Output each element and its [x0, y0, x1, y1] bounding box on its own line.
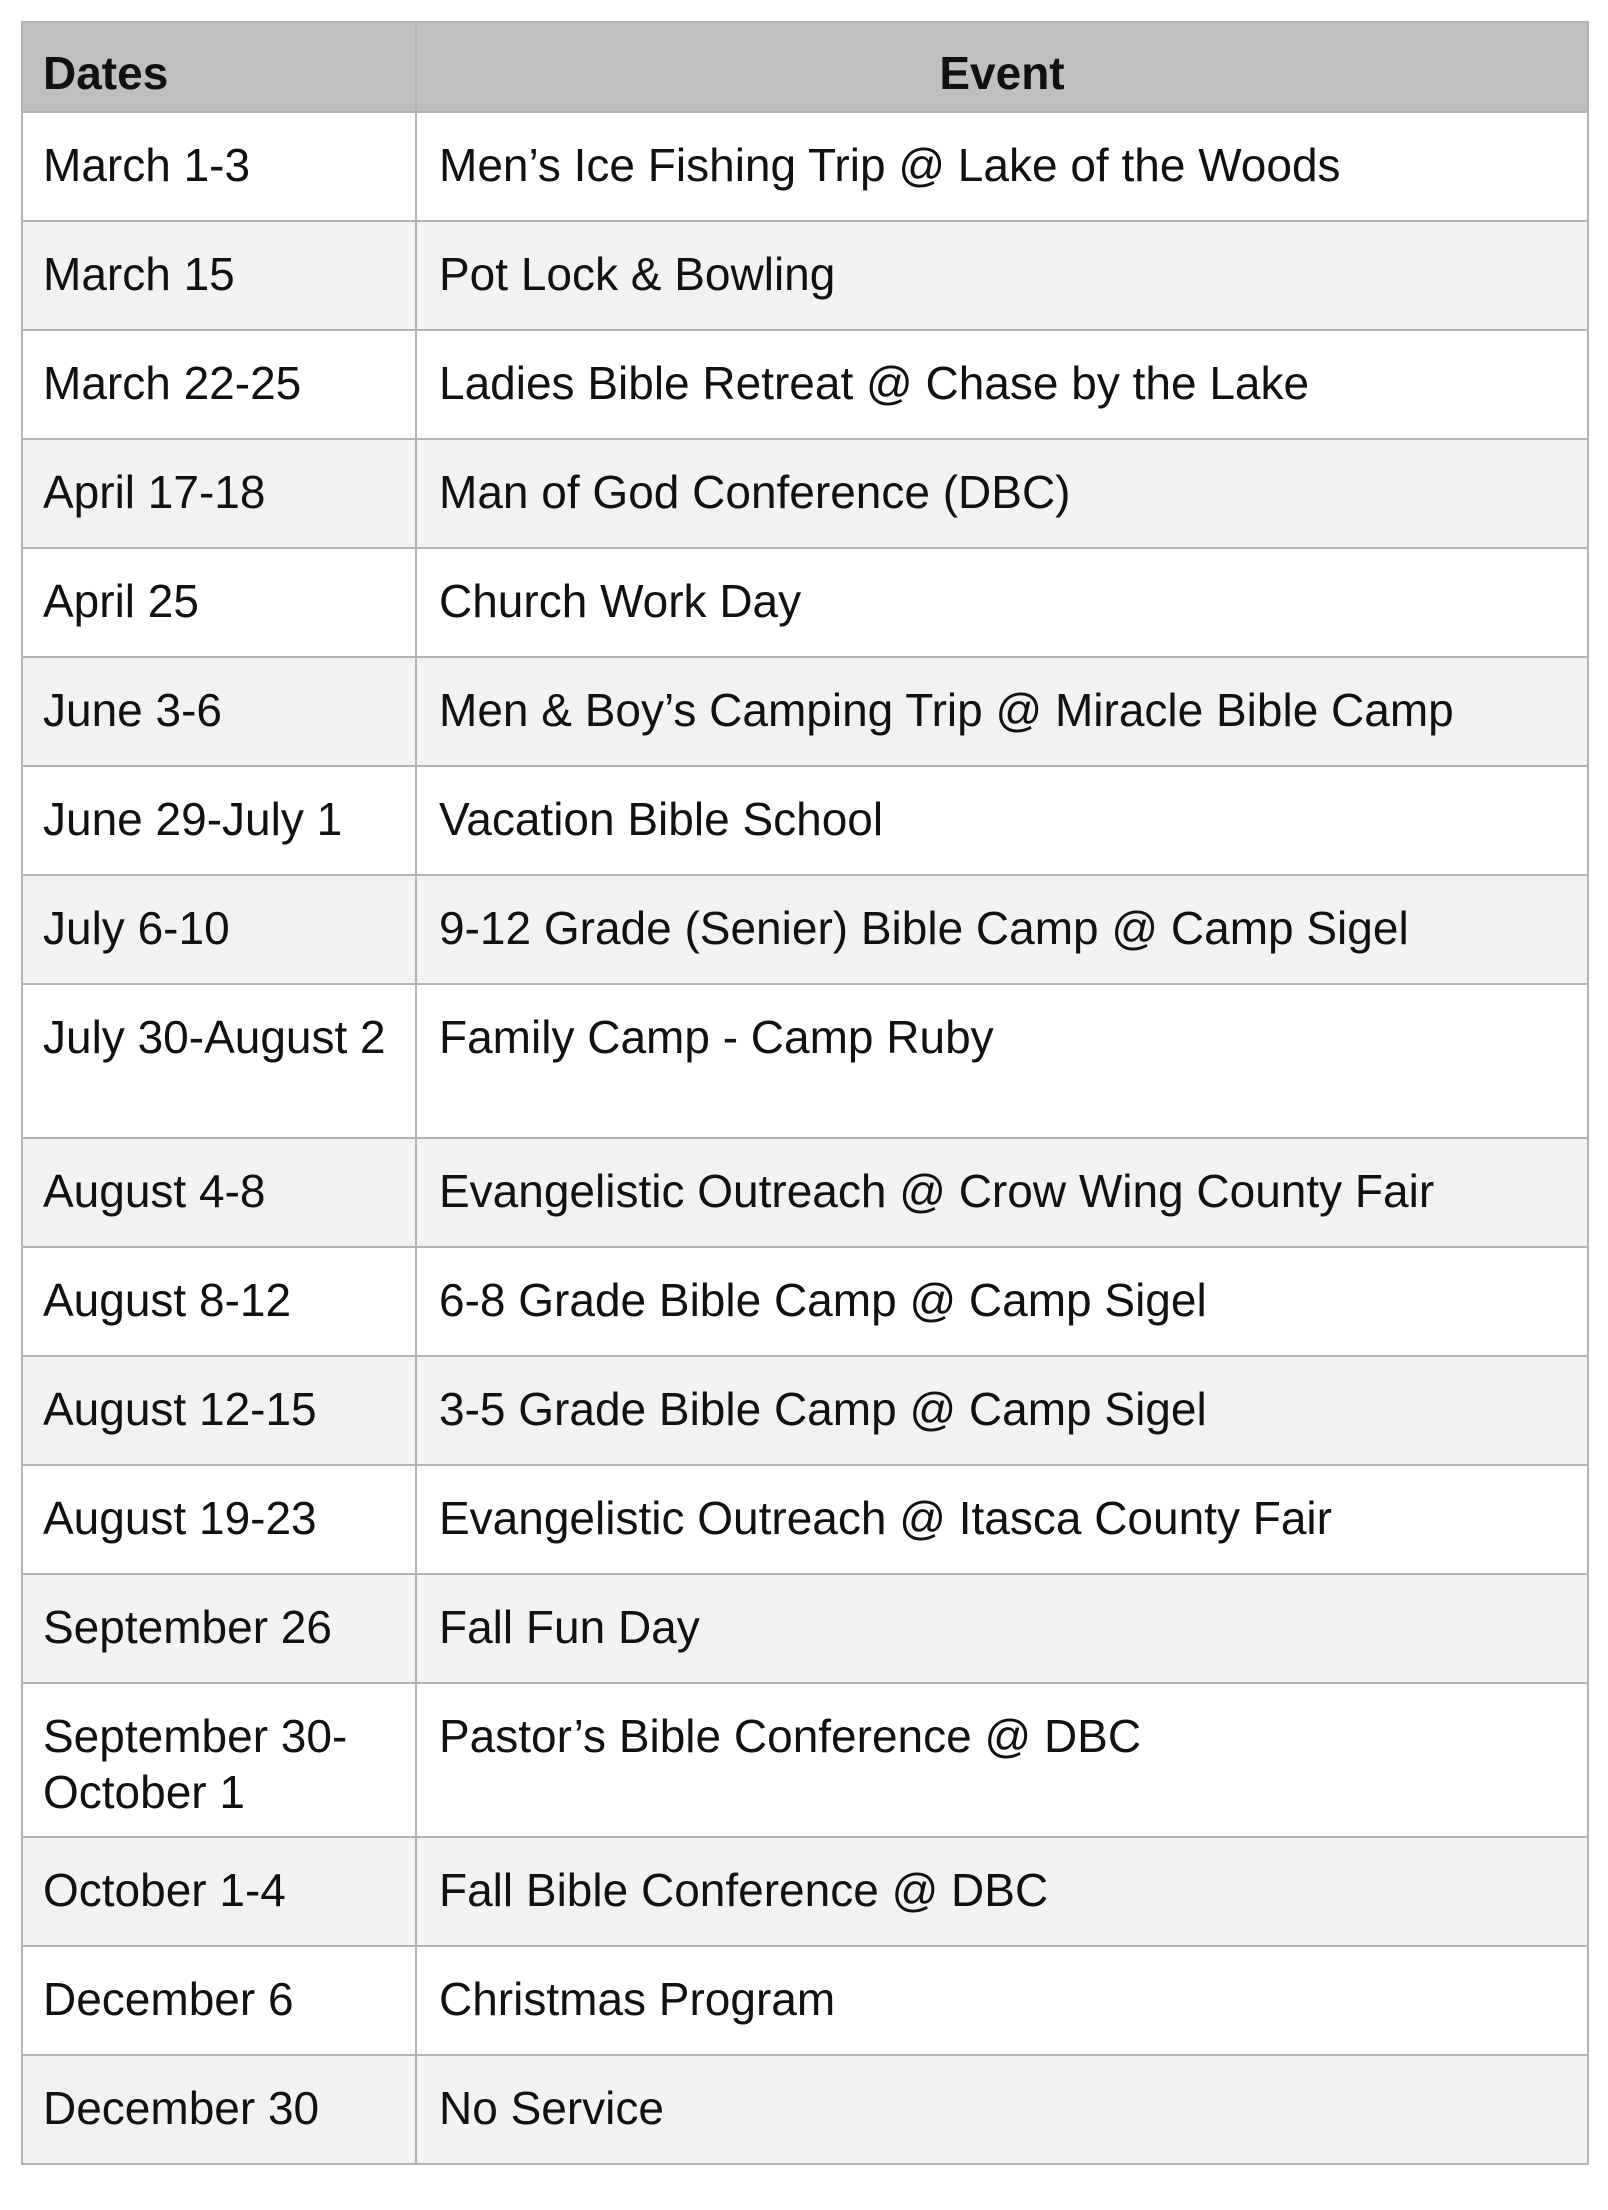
table-row: [22, 1946, 1588, 2055]
event-cell: Fall Bible Conference @ DBC: [416, 1837, 1588, 1946]
date-cell: September 26: [22, 1574, 416, 1683]
event-cell: Christmas Program: [416, 1946, 1588, 2055]
table-row: [22, 112, 1588, 221]
event-cell: 6-8 Grade Bible Camp @ Camp Sigel: [416, 1247, 1588, 1356]
table-row: [22, 548, 1588, 657]
date-cell: March 1-3: [22, 112, 416, 221]
table-row: [22, 439, 1588, 548]
event-cell: 9-12 Grade (Senier) Bible Camp @ Camp Sigel: [416, 875, 1588, 984]
table-row: [22, 1138, 1588, 1247]
event-cell: Family Camp - Camp Ruby: [416, 984, 1588, 1138]
table-row: [22, 330, 1588, 439]
event-cell: Evangelistic Outreach @ Crow Wing County Fair: [416, 1138, 1588, 1247]
table-body: [22, 112, 1588, 2164]
table-row: [22, 657, 1588, 766]
header-row: [22, 22, 1588, 112]
date-cell: June 3-6: [22, 657, 416, 766]
table-row: [22, 766, 1588, 875]
table-row: [22, 1683, 1588, 1837]
date-cell: September 30-October 1: [22, 1683, 416, 1837]
date-cell: June 29-July 1: [22, 766, 416, 875]
event-cell: Ladies Bible Retreat @ Chase by the Lake: [416, 330, 1588, 439]
table-row: [22, 1465, 1588, 1574]
table-row: [22, 875, 1588, 984]
event-cell: Man of God Conference (DBC): [416, 439, 1588, 548]
header-event: Event: [416, 22, 1588, 112]
date-cell: August 12-15: [22, 1356, 416, 1465]
table-row: [22, 1247, 1588, 1356]
date-cell: July 30-August 2: [22, 984, 416, 1138]
event-cell: No Service: [416, 2055, 1588, 2164]
table-row: [22, 1837, 1588, 1946]
date-cell: April 25: [22, 548, 416, 657]
table-row: [22, 984, 1588, 1138]
table-row: [22, 1356, 1588, 1465]
event-cell: Men’s Ice Fishing Trip @ Lake of the Woods: [416, 112, 1588, 221]
table-header: [22, 22, 1588, 112]
date-cell: October 1-4: [22, 1837, 416, 1946]
header-dates: Dates: [22, 22, 416, 112]
events-table: [21, 21, 1589, 2165]
date-cell: March 22-25: [22, 330, 416, 439]
date-cell: July 6-10: [22, 875, 416, 984]
event-cell: Vacation Bible School: [416, 766, 1588, 875]
date-cell: March 15: [22, 221, 416, 330]
event-cell: Church Work Day: [416, 548, 1588, 657]
date-cell: August 4-8: [22, 1138, 416, 1247]
event-cell: Pot Lock & Bowling: [416, 221, 1588, 330]
date-cell: August 19-23: [22, 1465, 416, 1574]
date-cell: December 6: [22, 1946, 416, 2055]
event-cell: Evangelistic Outreach @ Itasca County Fair: [416, 1465, 1588, 1574]
table-row: [22, 2055, 1588, 2164]
event-cell: Men & Boy’s Camping Trip @ Miracle Bible Camp: [416, 657, 1588, 766]
table-row: [22, 1574, 1588, 1683]
date-cell: April 17-18: [22, 439, 416, 548]
event-cell: Fall Fun Day: [416, 1574, 1588, 1683]
table-row: [22, 221, 1588, 330]
date-cell: August 8-12: [22, 1247, 416, 1356]
date-cell: December 30: [22, 2055, 416, 2164]
event-cell: Pastor’s Bible Conference @ DBC: [416, 1683, 1588, 1837]
event-cell: 3-5 Grade Bible Camp @ Camp Sigel: [416, 1356, 1588, 1465]
